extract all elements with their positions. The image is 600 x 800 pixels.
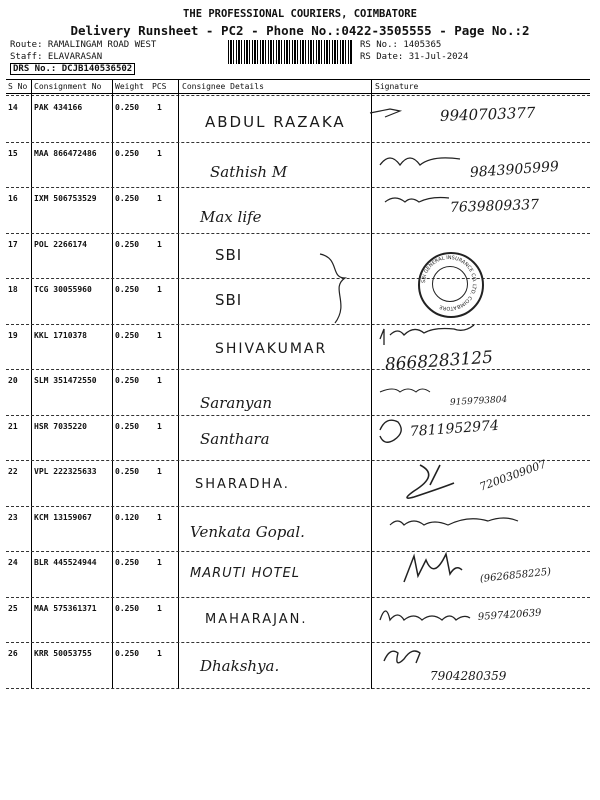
consignee-handwritten: SHARADHA. xyxy=(195,477,290,492)
table-row xyxy=(0,325,600,375)
signature-scribble xyxy=(300,248,370,328)
serial-number: 19 xyxy=(8,330,18,340)
company-name: THE PROFESSIONAL COURIERS, COIMBATORE xyxy=(183,8,417,20)
table-row xyxy=(0,416,600,462)
serial-number: 17 xyxy=(8,239,18,249)
table-row xyxy=(0,188,600,234)
signature-mark xyxy=(0,370,600,416)
consignment-number: TCG 30055960 xyxy=(34,285,92,294)
pcs-value: 1 xyxy=(157,239,162,249)
row-separator xyxy=(6,688,590,689)
table-row xyxy=(0,143,600,189)
consignee-handwritten: MARUTI HOTEL xyxy=(190,566,300,581)
consignee-handwritten: Max life xyxy=(200,208,262,226)
consignment-number: BLR 445524944 xyxy=(34,558,97,567)
consignment-number: IXM 506753529 xyxy=(34,194,97,203)
signature-phone: 7811952974 xyxy=(409,417,500,440)
weight-value: 0.250 xyxy=(115,285,140,294)
signature-phone: 9597420639 xyxy=(477,607,542,623)
drs-number: DRS No.: DCJB140536502 xyxy=(10,63,135,75)
table-row xyxy=(0,598,600,644)
serial-number: 14 xyxy=(8,103,18,112)
serial-number: 24 xyxy=(8,558,18,567)
signature-phone: 9940703377 xyxy=(439,103,536,125)
signature-mark xyxy=(0,552,600,598)
signature-phone: 7200309007 xyxy=(477,457,549,494)
pcs-value: 1 xyxy=(157,330,162,340)
consignee-handwritten: Santhara xyxy=(200,429,270,448)
table-row xyxy=(0,97,600,143)
weight-value: 0.120 xyxy=(115,512,140,522)
weight-value: 0.250 xyxy=(115,103,140,112)
table-header-dash xyxy=(6,95,590,96)
runsheet-title: Delivery Runsheet - PC2 - Phone No.:0422-3505555 - Page No.:2 xyxy=(70,23,530,38)
table-row xyxy=(0,643,600,689)
company-seal xyxy=(418,252,484,318)
signature-mark xyxy=(0,143,600,189)
consignment-number: MAA 866472486 xyxy=(34,148,97,158)
table-header-rule xyxy=(6,93,590,94)
pcs-value: 1 xyxy=(157,467,162,476)
table-row xyxy=(0,507,600,553)
pcs-value: 1 xyxy=(157,421,162,431)
barcode xyxy=(228,40,352,64)
signature-phone: (9626858225) xyxy=(479,566,552,585)
pcs-value: 1 xyxy=(157,558,162,567)
serial-number: 22 xyxy=(8,467,18,476)
weight-value: 0.250 xyxy=(115,467,140,476)
weight-value: 0.250 xyxy=(115,330,140,340)
weight-value: 0.250 xyxy=(115,421,140,431)
col-header-weight: Weight xyxy=(115,82,144,91)
col-header-sno: S No xyxy=(8,82,28,91)
signature-phone: 7904280359 xyxy=(430,669,507,683)
seal-text-arc xyxy=(418,252,480,314)
signature-mark xyxy=(0,325,600,371)
pcs-value: 1 xyxy=(157,512,162,522)
serial-number: 26 xyxy=(8,649,18,658)
weight-value: 0.250 xyxy=(115,603,140,613)
rs-date: RS Date: 31-Jul-2024 xyxy=(360,52,469,62)
col-header-pcs: PCS xyxy=(152,82,167,91)
consignment-number: MAA 575361371 xyxy=(34,603,97,613)
weight-value: 0.250 xyxy=(115,148,140,158)
consignment-number: KRR 50053755 xyxy=(34,649,92,658)
serial-number: 21 xyxy=(8,421,18,431)
serial-number: 25 xyxy=(8,603,18,613)
consignee-handwritten: Saranyan xyxy=(200,394,273,412)
signature-mark xyxy=(0,188,600,234)
staff-info: Staff: ELAVARASAN xyxy=(10,52,103,62)
route-info: Route: RAMALINGAM ROAD WEST xyxy=(10,40,157,50)
signature-phone: 7639809337 xyxy=(449,196,540,216)
consignment-number: POL 2266174 xyxy=(34,239,87,249)
consignment-number: SLM 351472550 xyxy=(34,376,97,385)
weight-value: 0.250 xyxy=(115,649,140,658)
pcs-value: 1 xyxy=(157,103,162,112)
consignee-handwritten: Venkata Gopal. xyxy=(190,522,305,541)
signature-mark xyxy=(0,461,600,507)
drs-info xyxy=(10,63,135,75)
table-top-rule xyxy=(6,79,590,80)
signature-phone: 9159793804 xyxy=(449,395,508,408)
signature-mark xyxy=(0,97,600,143)
consignee-handwritten: ABDUL RAZAKA xyxy=(205,113,346,131)
col-header-consignment: Consignment No xyxy=(34,82,102,91)
consignment-number: KKL 1710378 xyxy=(34,330,87,340)
consignment-number: VPL 222325633 xyxy=(34,467,97,476)
consignee-handwritten: MAHARAJAN. xyxy=(205,611,308,627)
pcs-value: 1 xyxy=(157,376,162,385)
weight-value: 0.250 xyxy=(115,558,140,567)
col-header-consignee: Consignee Details xyxy=(182,82,264,91)
pcs-value: 1 xyxy=(157,194,162,203)
table-row xyxy=(0,370,600,416)
svg-text:SBI GENERAL INSURANCE CO. LTD.: SBI GENERAL INSURANCE CO. LTD. COIMBATORE xyxy=(420,254,478,312)
weight-value: 0.250 xyxy=(115,376,140,385)
consignment-number: KCM 13159067 xyxy=(34,512,92,522)
serial-number: 15 xyxy=(8,148,18,158)
consignee-handwritten: SBI xyxy=(215,245,243,264)
signature-phone: 9843905999 xyxy=(469,158,560,181)
rs-number: RS No.: 1405365 xyxy=(360,40,442,50)
serial-number: 20 xyxy=(8,376,18,385)
weight-value: 0.250 xyxy=(115,239,140,249)
consignment-number: HSR 7035220 xyxy=(34,421,87,431)
signature-mark xyxy=(0,598,600,644)
pcs-value: 1 xyxy=(157,148,162,158)
col-header-signature: Signature xyxy=(375,82,419,91)
consignee-handwritten: Dhakshya. xyxy=(200,657,280,675)
serial-number: 18 xyxy=(8,285,18,294)
signature-phone: 8668283125 xyxy=(384,346,494,375)
pcs-value: 1 xyxy=(157,649,162,658)
pcs-value: 1 xyxy=(157,285,162,294)
pcs-value: 1 xyxy=(157,603,162,613)
consignee-handwritten: SHIVAKUMAR xyxy=(215,340,328,357)
signature-mark xyxy=(0,643,600,689)
consignee-handwritten: Sathish M xyxy=(210,162,288,181)
signature-mark xyxy=(0,416,600,462)
table-row xyxy=(0,552,600,598)
serial-number: 23 xyxy=(8,512,18,522)
serial-number: 16 xyxy=(8,194,18,203)
consignment-number: PAK 434166 xyxy=(34,103,83,112)
consignee-handwritten: SBI xyxy=(215,291,243,309)
table-row xyxy=(0,457,600,507)
signature-mark xyxy=(0,507,600,553)
weight-value: 0.250 xyxy=(115,194,140,203)
